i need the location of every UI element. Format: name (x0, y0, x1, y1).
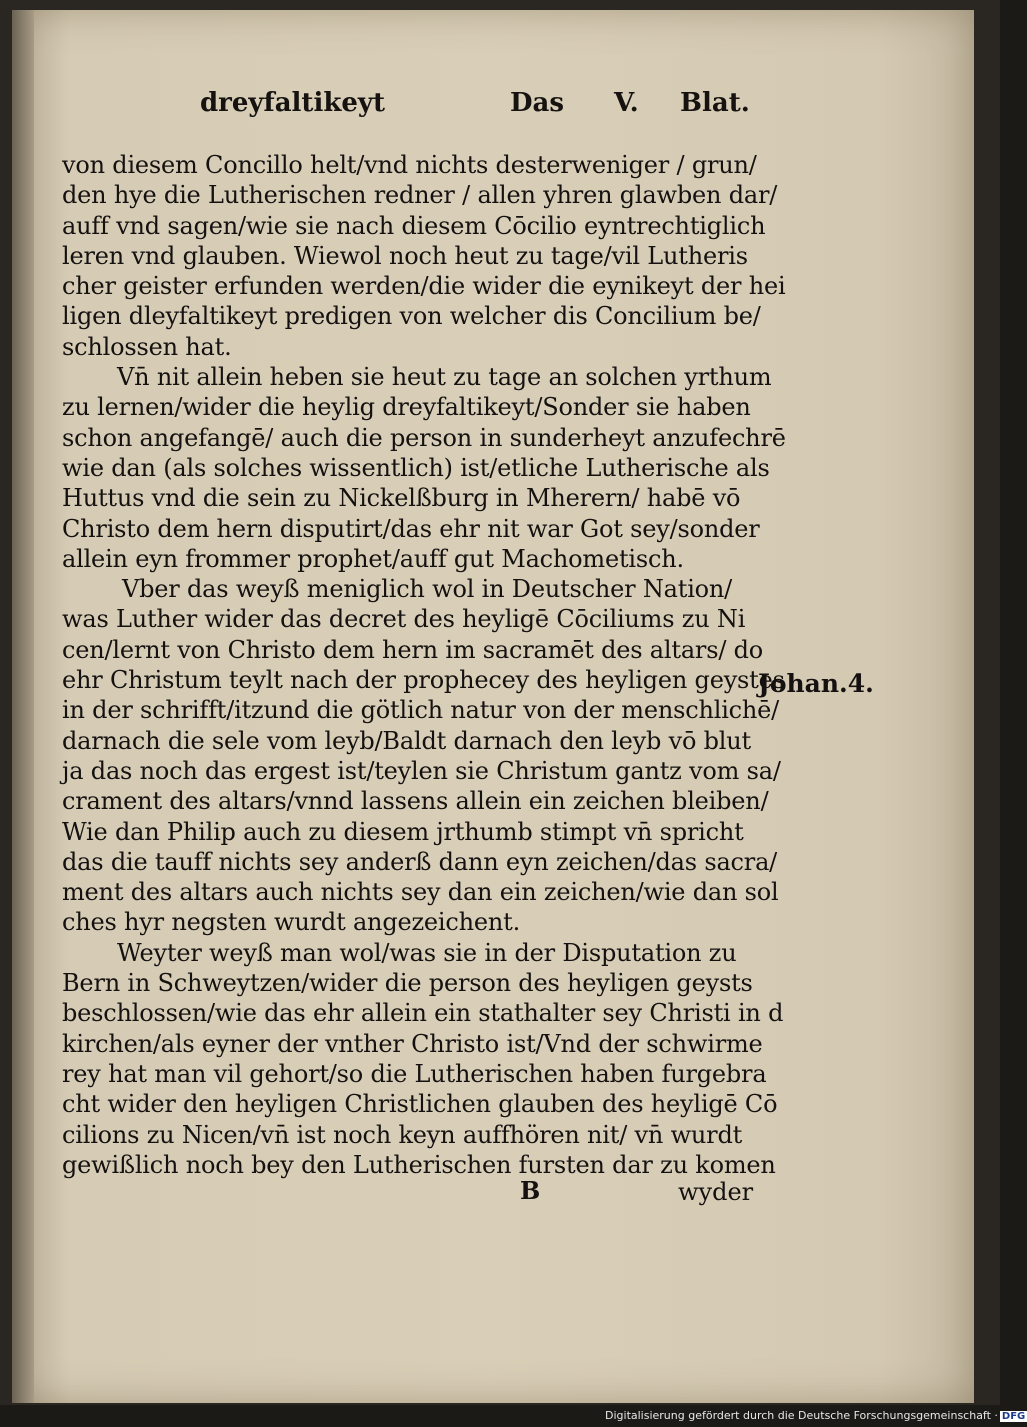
text-line: zu lernen/wider die heylig dreyfaltikeyt/Sonder sie haben (62, 393, 751, 422)
text-line: wie dan (als solches wissentlich) ist/etliche Lutherische als (62, 453, 770, 482)
text-line: schon angefangē/ auch die person in sunderheyt anzufechrē (62, 423, 786, 452)
text-line: cher geister erfunden werden/die wider die eynikeyt der hei (62, 272, 786, 301)
text-line: in der schrifft/itzund die götlich natur von der menschlichē/ (62, 696, 780, 725)
text-line: allein eyn frommer prophet/auff gut Machometisch. (62, 544, 684, 573)
text-line: darnach die sele vom leyb/Baldt darnach den leyb vō blut (62, 726, 751, 755)
running-header (200, 88, 760, 128)
text-line: Wie dan Philip auch zu diesem jrthumb stimpt vn̄ spricht (62, 817, 744, 846)
text-line: den hye die Lutherischen redner / allen yhren glawben dar/ (62, 181, 778, 210)
body-text (62, 150, 786, 1180)
text-line: gewißlich noch bey den Lutherischen fursten dar zu komen (62, 1150, 776, 1179)
text-line: ehr Christum teylt nach der prophecey des heyligen geystes (62, 666, 785, 695)
text-line: auff vnd sagen/wie sie nach diesem Cōcilio eyntrechtiglich (62, 211, 766, 240)
signature-mark: B (520, 1176, 541, 1205)
text-line: leren vnd glauben. Wiewol noch heut zu tage/vil Lutheris (62, 241, 748, 270)
text-line: ligen dleyfaltikeyt predigen von welcher dis Concilium be/ (62, 302, 761, 331)
text-line: ches hyr negsten wurdt angezeichent. (62, 908, 521, 937)
text-line: rey hat man vil gehort/so die Lutherischen haben furgebra (62, 1059, 767, 1088)
text-line: Huttus vnd die sein zu Nickelßburg in Mherern/ habē vō (62, 484, 741, 513)
text-line: kirchen/als eyner der vnther Christo ist/Vnd der schwirme (62, 1029, 763, 1058)
text-line: von diesem Concillo helt/vnd nichts desterweniger / grun/ (62, 151, 757, 179)
text-line: schlossen hat. (62, 332, 232, 361)
text-line: ja das noch das ergest ist/teylen sie Christum gantz vom sa/ (62, 756, 781, 785)
text-line: Weyter weyß man wol/was sie in der Disputation zu (117, 938, 737, 967)
text-line: ment des altars auch nichts sey dan ein zeichen/wie dan sol (62, 878, 779, 907)
header-title: dreyfaltikeyt (200, 88, 385, 118)
margin-note: Johan.4. (758, 669, 874, 698)
text-line: cen/lernt von Christo dem hern im sacramēt des altars/ do (62, 635, 764, 664)
header-blat: Blat. (680, 88, 750, 118)
text-line: crament des altars/vnnd lassens allein ein zeichen bleiben/ (62, 787, 769, 816)
text-line: Bern in Schweytzen/wider die person des heyligen geysts (62, 969, 753, 998)
credit-text: Digitalisierung gefördert durch die Deutsche Forschungsgemeinschaft · (605, 1409, 998, 1422)
header-das: Das (510, 88, 565, 118)
dfg-logo: DFG (1001, 1411, 1026, 1422)
text-line: Christo dem hern disputirt/das ehr nit war Got sey/sonder (62, 514, 760, 543)
digitization-credit (605, 1409, 1027, 1422)
header-folio-numeral: V. (614, 88, 639, 118)
catchword: wyder (678, 1178, 754, 1206)
text-line: Vber das weyß meniglich wol in Deutscher Nation/ (122, 575, 733, 604)
text-line: was Luther wider das decret des heyligē Cōciliums zu Ni (62, 605, 746, 634)
text-line: cht wider den heyligen Christlichen glauben des heyligē Cō (62, 1090, 778, 1119)
text-line: das die tauff nichts sey anderß dann eyn zeichen/das sacra/ (62, 847, 778, 876)
text-line: cilions zu Nicen/vn̄ ist noch keyn auffhören nit/ vn̄ wurdt (62, 1120, 743, 1149)
page-footer (520, 1176, 760, 1210)
text-line: Vn̄ nit allein heben sie heut zu tage an solchen yrthum (117, 363, 772, 392)
text-line: beschlossen/wie das ehr allein ein stathalter sey Christi in d (62, 999, 784, 1028)
page-binding-edge (12, 10, 34, 1403)
